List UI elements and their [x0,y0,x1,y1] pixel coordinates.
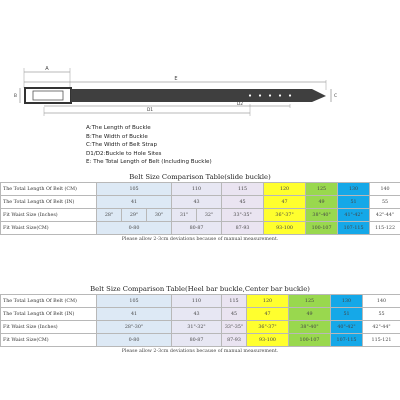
table-cell: 0-80 [97,334,172,347]
table-cell: 125 [289,295,331,308]
table-cell: 55 [370,196,400,209]
table-cell: 51 [338,196,370,209]
table-cell: 28" [97,209,122,222]
table-cell: 115 [222,295,247,308]
table-row [1,321,400,334]
table-cell: 0-80 [97,222,172,235]
table-cell: 80-87 [172,334,222,347]
table-cell: 40"-42" [331,321,363,334]
table-cell: 36"-37" [247,321,289,334]
belt-diagram [0,0,400,120]
table-cell: 93-100 [247,334,289,347]
table-cell: 43 [172,196,222,209]
table-cell: 110 [172,295,222,308]
table-cell: 107-115 [331,334,363,347]
table-cell: 49 [306,196,338,209]
table-cell: 100-107 [306,222,338,235]
table-cell: 36"-37" [264,209,306,222]
table-cell: 80-87 [172,222,222,235]
table-row [1,334,400,347]
dimension-c-label: C [334,94,338,99]
table-cell: 87-93 [222,334,247,347]
table-cell: 105 [97,183,172,196]
row-label: Fit Waist Size(CM) [1,222,97,235]
table-note: Please allow 2-3cm deviations because of manual measurement. [121,349,279,354]
table-cell: 130 [338,183,370,196]
table-title: Belt Size Comparison Table(slide buckle) [129,173,271,181]
dimension-a-label: A [45,66,49,72]
table-cell: 115-121 [363,334,400,347]
size-table-slide-buckle [0,172,400,245]
table-cell: 115 [222,183,264,196]
table-row [1,209,400,222]
table-note: Please allow 2-3cm deviations because of manual measurement. [121,237,279,242]
table-cell: 120 [264,183,306,196]
belt-strap [71,89,326,102]
table-cell: 41 [97,196,172,209]
table-cell: 42"-44" [370,209,400,222]
size-table-heel-bar-buckle [0,284,400,357]
size-table [0,294,400,347]
table-row [1,295,400,308]
dimension-e-label: E [174,76,178,82]
table-cell: 110 [172,183,222,196]
row-label: Fit Waist Size(CM) [1,334,97,347]
table-cell: 41 [97,308,172,321]
table-cell: 45 [222,308,247,321]
row-label: Fit Waist Size (Inches) [1,321,97,334]
table-cell: 125 [306,183,338,196]
table-cell: 28"-30" [97,321,172,334]
table-cell: 107-115 [338,222,370,235]
table-cell: 29" [122,209,147,222]
table-cell: 140 [363,295,400,308]
table-title: Belt Size Comparison Table(Heel bar buckle,Center bar buckle) [90,285,310,293]
table-cell: 140 [370,183,400,196]
dimension-b-label: B [13,94,17,99]
table-cell: 51 [331,308,363,321]
table-cell: 31" [172,209,197,222]
table-cell: 33"-35" [222,209,264,222]
table-row [1,308,400,321]
legend-item: D1/D2:Buckle to Hole Sites [86,150,162,157]
dimension-d2-label: D2 [236,102,244,107]
table-cell: 33"-35" [222,321,247,334]
table-row [1,222,400,235]
row-label: Fit Waist Size (Inches) [1,209,97,222]
table-row [1,183,400,196]
table-cell: 45 [222,196,264,209]
legend-item: A:The Length of Buckle [86,125,151,131]
table-cell: 32" [197,209,222,222]
legend-item: C:The Width of Belt Strap [86,142,157,149]
table-cell: 87-93 [222,222,264,235]
table-cell: 43 [172,308,222,321]
table-cell: 41"-42" [338,209,370,222]
dimension-legend [86,124,212,167]
legend-item: B:The Width of Buckle [86,133,148,140]
table-cell: 120 [247,295,289,308]
table-cell: 42"-44" [363,321,400,334]
table-cell: 105 [97,295,172,308]
row-label: The Total Length Of Belt (IN) [1,196,97,209]
table-cell: 47 [264,196,306,209]
size-table [0,182,400,235]
table-cell: 31"-32" [172,321,222,334]
table-row [1,196,400,209]
table-cell: 38"-40" [306,209,338,222]
table-cell: 100-107 [289,334,331,347]
table-cell: 115-122 [370,222,400,235]
table-cell: 49 [289,308,331,321]
legend-item: E: The Total Length of Belt (Including Buckle) [86,159,212,166]
row-label: The Total Length Of Belt (IN) [1,308,97,321]
table-cell: 30" [147,209,172,222]
table-cell: 55 [363,308,400,321]
row-label: The Total Length Of Belt (CM) [1,295,97,308]
dimension-d1-label: D1 [146,108,154,113]
table-cell: 47 [247,308,289,321]
table-cell: 38"-40" [289,321,331,334]
table-cell: 93-100 [264,222,306,235]
table-cell: 130 [331,295,363,308]
row-label: The Total Length Of Belt (CM) [1,183,97,196]
